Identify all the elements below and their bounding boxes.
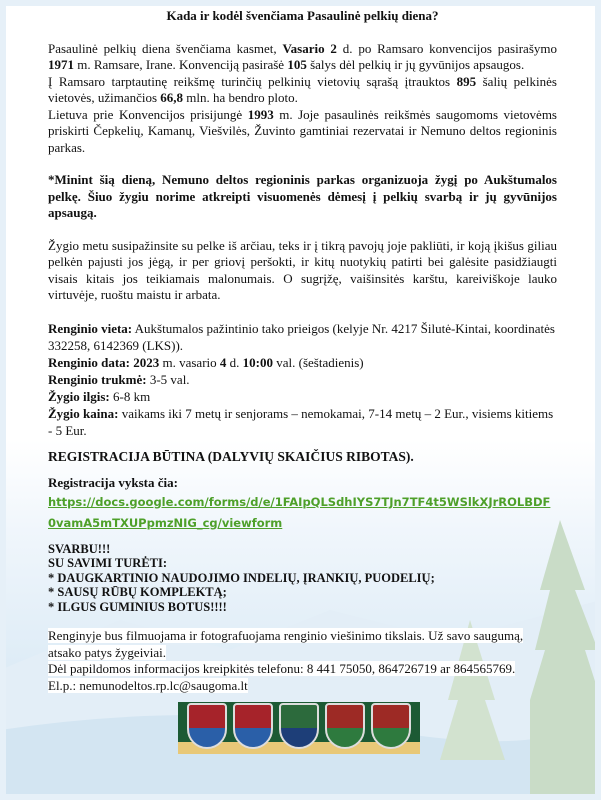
event-place: Renginio vieta: Aukštumalos pažintinio tako prieigos (kelyje Nr. 4217 Šilutė-Kintai, koordinatės 332258, 6142369 (LKS)). (48, 320, 555, 353)
bring-heading: SU SAVIMI TURĖTI: (48, 556, 168, 570)
hike-description: Žygio metu susipažinsite su pelke iš arčiau, teks ir į tikrą pavojų joje pakliūti, ir koją įkišus giliau pelkėn pajusti jos jėgą, ir per griovį peršokti, ir kitų nuotykių patirti bei galėsite pasidžiaugti visais kitais jos teikiamais malonumais. O sugrįžę, vaišinsitės karštu, kareiviškoje lauko virtuvėje, ruoštu maistu ir arbata. (48, 237, 557, 302)
document-body (48, 0, 557, 694)
important-list (48, 542, 557, 615)
page-title: Kada ir kodėl švenčiama Pasaulinė pelkių diena? (166, 8, 439, 23)
intro-paragraph: Pasaulinė pelkių diena švenčiama kasmet, Vasario 2 d. po Ramsaro konvencijos pasirašymo 1971 m. Ramsare, Irane. Konvenciją pasirašė 105 šalys dėl pelkių ir jų gyvūnijos apsaugos. (48, 40, 558, 72)
important-heading: SVARBU!!! (48, 541, 111, 556)
contact-phone: Dėl papildomos informacijos kreipkitės telefonu: 8 441 75050, 864726719 ar 864565769. (48, 661, 516, 676)
logo-pagramancio (325, 703, 365, 749)
lithuania-paragraph: Lietuva prie Konvencijos prisijungė 1993 m. Joje pasaulinės reikšmės saugomoms vietovėms priskirti Čepkelių, Kamanų, Viešvilės, Žuvinto gamtiniai rezervatai ir Nemuno deltos regioninis parkas. (48, 106, 557, 155)
ramsar-paragraph: Į Ramsaro tarptautinę reikšmę turinčių pelkinių vietovių sąrašą įtrauktos 895 šalių pelkinės vietovės, užimančios 66,8 mln. ha bendro ploto. (48, 73, 557, 105)
event-duration: Renginio trukmė: 3-5 val. (48, 371, 190, 387)
logo-viesviles (279, 703, 319, 749)
footer-info (48, 628, 557, 694)
logo-pajurio (233, 703, 273, 749)
logo-rambyno (371, 703, 411, 749)
hike-price: Žygio kaina: vaikams iki 7 metų ir senjorams – nemokamai, 7-14 metų – 2 Eur., visiems kitiems - 5 Eur. (48, 405, 554, 438)
hike-length: Žygio ilgis: 6-8 km (48, 388, 151, 404)
registration-label: Registracija vyksta čia: (48, 475, 178, 490)
contact-email: El.p.: nemunodeltos.rp.lc@saugoma.lt (48, 677, 248, 693)
bring-item: * ILGUS GUMINIUS BOTUS!!!! (48, 599, 227, 614)
bring-item: * SAUSŲ RŪBŲ KOMPLEKTĄ; (48, 585, 227, 599)
event-date: Renginio data: 2023 m. vasario 4 d. 10:00 val. (šeštadienis) (48, 354, 364, 370)
park-logos-banner (178, 702, 420, 754)
filming-notice: Renginyje bus filmuojama ir fotografuojama renginio viešinimo tikslais. Už savo saugumą, atsako patys žygeiviai. (48, 628, 524, 660)
bring-item: * DAUGKARTINIO NAUDOJIMO INDELIŲ, ĮRANKIŲ, PUODELIŲ; (48, 570, 435, 585)
registration-link[interactable]: https://docs.google.com/forms/d/e/1FAIpQLSdhIYS7TJn7TF4t5WSlkXJrROLBDF0vamA5mTXUPpmzNIG_cg/viewform (48, 494, 551, 530)
registration-required: REGISTRACIJA BŪTINA (DALYVIŲ SKAIČIUS RIBOTAS). (48, 448, 414, 464)
event-announcement: *Minint šią dieną, Nemuno deltos regioninis parkas organizuoja žygį po Aukštumalos pelkę. Šiuo žygiu norime atkreipti visuomenės dėmesį į pelkių svarbą ir jų gyvūnijos apsaugą. (48, 172, 557, 220)
logo-nemuno-deltos (187, 703, 227, 749)
event-details (48, 320, 557, 439)
